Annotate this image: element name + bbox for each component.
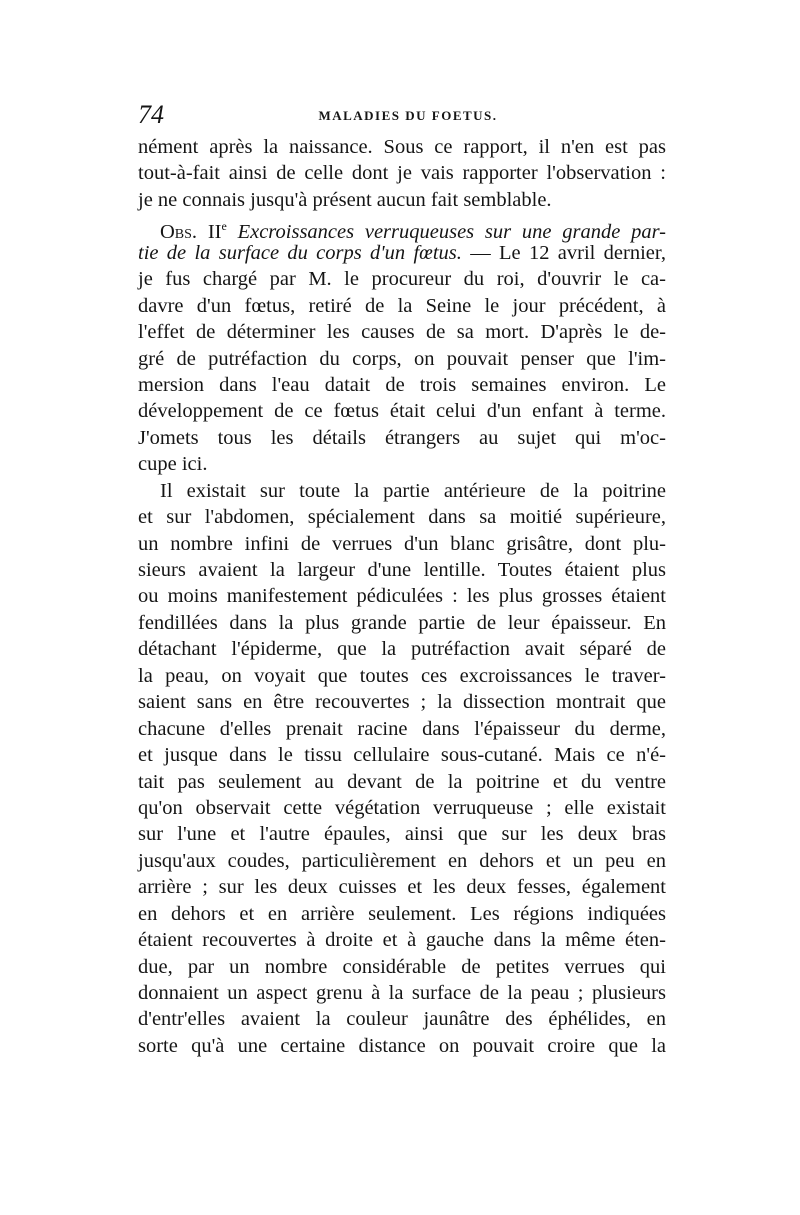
page-header <box>138 100 666 130</box>
text-line: un nombre infini de verrues d'un blanc grisâtre, dont plu- <box>138 532 666 555</box>
text-line: Il existait sur toute la partie antérieure de la poitrine <box>160 479 666 502</box>
text-line: nément après la naissance. Sous ce rapport, il n'en est pas <box>138 136 666 158</box>
page-number: 74 <box>138 100 164 129</box>
text-line <box>138 240 666 266</box>
text-line: développement de ce fœtus était celui d'un enfant à terme. <box>138 400 666 423</box>
text-line: étaient recouvertes à droite et à gauche dans la même éten- <box>138 929 666 952</box>
text-line: tait pas seulement au devant de la poitrine et du ventre <box>138 770 666 793</box>
text-line: fendillées dans la plus grande partie de leur épaisseur. En <box>138 611 666 634</box>
text-line: due, par un nombre considérable de petites verrues qui <box>138 955 666 978</box>
text-line: et sur l'abdomen, spécialement dans sa moitié supérieure, <box>138 506 666 529</box>
text-line: d'entr'elles avaient la couleur jaunâtre des éphélides, en <box>138 1008 666 1031</box>
text-line: l'effet de déterminer les causes de sa mort. D'après le de- <box>138 321 666 344</box>
line-continuation: — Le 12 avril dernier, <box>470 241 666 264</box>
italic-title: Excroissances verruqueuses sur une grande par- <box>237 221 666 244</box>
text-line: arrière ; sur les deux cuisses et les deux fesses, également <box>138 876 666 899</box>
text-line: cupe ici. <box>138 453 208 476</box>
text-line: J'omets tous les détails étrangers au sujet qui m'oc- <box>138 426 666 449</box>
text-line: la peau, on voyait que toutes ces excroissances le traver- <box>138 664 666 687</box>
text-line: saient sans en être recouvertes ; la dissection montrait que <box>138 691 666 714</box>
text-line: qu'on observait cette végétation verruqueuse ; elle existait <box>138 796 666 819</box>
text-line: je ne connais jusqu'à présent aucun fait semblable. <box>138 188 552 211</box>
text-line: chacune d'elles prenait racine dans l'épaisseur du derme, <box>138 717 666 740</box>
text-line: sur l'une et l'autre épaules, ainsi que sur les deux bras <box>138 823 666 846</box>
text-line <box>138 213 666 244</box>
text-line: je fus chargé par M. le procureur du roi, d'ouvrir le ca- <box>138 268 666 291</box>
text-line: sieurs avaient la largeur d'une lentille. Toutes étaient plus <box>138 559 666 581</box>
text-line: davre d'un fœtus, retiré de la Seine le jour précédent, à <box>138 294 666 317</box>
observation-label: Obs. II <box>160 221 222 244</box>
text-line: gré de putréfaction du corps, on pouvait penser que l'im- <box>138 347 666 370</box>
body-text <box>138 134 666 1059</box>
text-line: jusqu'aux coudes, particulièrement en dehors et un peu en <box>138 849 666 872</box>
text-line: donnaient un aspect grenu à la surface de la peau ; plusieurs <box>138 982 666 1004</box>
text-line: et jusque dans le tissu cellulaire sous-cutané. Mais ce n'é- <box>138 744 666 767</box>
text-line: détachant l'épiderme, que la putréfaction avait séparé de <box>138 638 666 661</box>
text-line: mersion dans l'eau datait de trois semaines environ. Le <box>138 373 666 396</box>
text-line: tout-à-fait ainsi de celle dont je vais rapporter l'observation : <box>138 162 666 185</box>
text-line: sorte qu'à une certaine distance on pouvait croire que la <box>138 1034 666 1057</box>
running-title: MALADIES DU FOETUS. <box>318 108 498 123</box>
ordinal-superscript: e <box>221 219 227 234</box>
text-line: en dehors et en arrière seulement. Les régions indiquées <box>138 902 666 925</box>
italic-title: tie de la surface du corps d'un fœtus. <box>138 241 462 264</box>
text-line: ou moins manifestement pédiculées : les plus grosses étaient <box>138 585 666 608</box>
